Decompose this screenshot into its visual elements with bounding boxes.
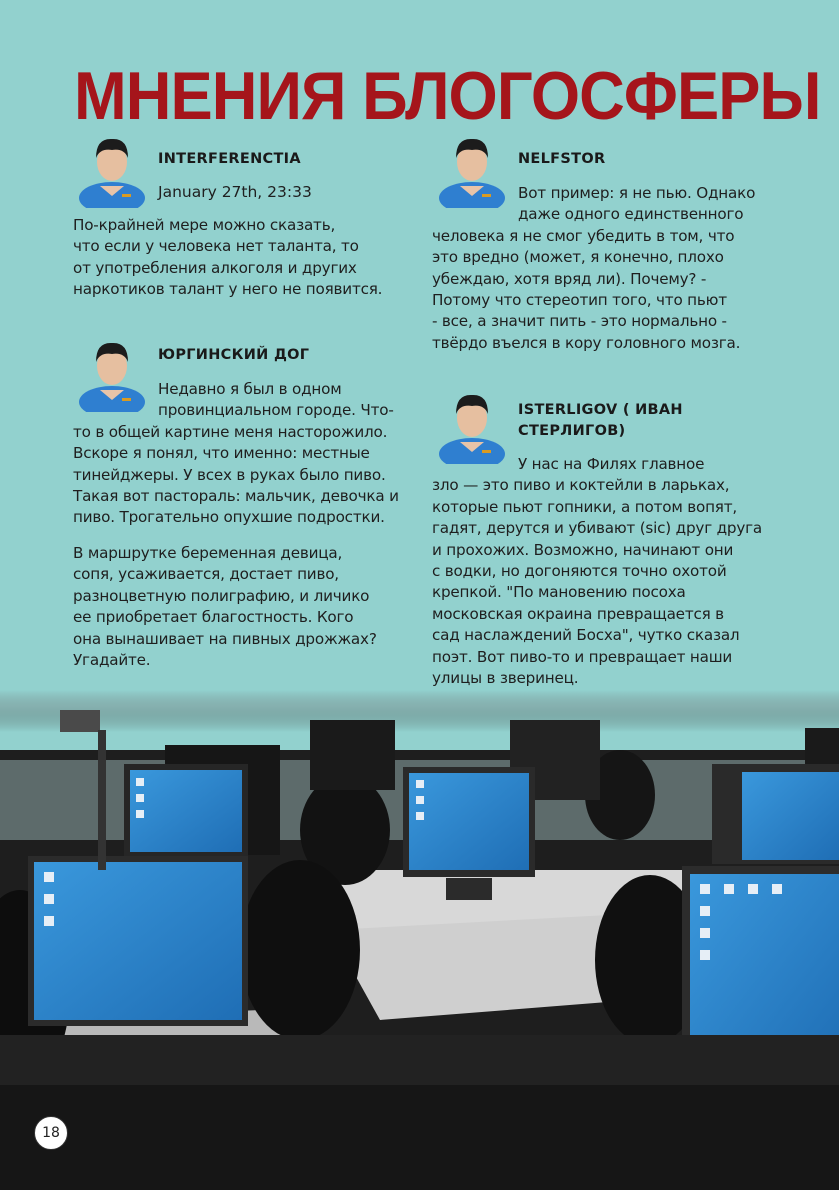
text-line: это вредно (может, я конечно, плохо: [432, 248, 724, 267]
text-line: с водки, но догоняются точно охотой: [432, 562, 727, 581]
text-line: зло — это пиво и коктейли в ларьках,: [432, 476, 730, 495]
text-line: пиво. Трогательно опухшие подростки.: [73, 508, 385, 527]
text-line: то в общей картине меня насторожило.: [73, 422, 388, 441]
user-avatar-icon: [438, 136, 506, 208]
text-line: даже одного единственного: [518, 205, 744, 224]
text-line: Потому что стереотип того, что пьют: [432, 291, 727, 310]
post-author: INTERFERENCTIA: [158, 151, 301, 167]
post-author: ЮРГИНСКИЙ ДОГ: [158, 347, 310, 363]
text-line: разноцветную полиграфию, и личико: [73, 586, 370, 605]
author-line: СТЕРЛИГОВ): [518, 423, 626, 439]
user-avatar-icon: [78, 340, 146, 412]
text-line: гадят, дерутся и убивают (sic) друг друга: [432, 519, 763, 538]
text-line: сад наслаждений Босха", чутко сказал: [432, 626, 740, 645]
text-line: крепкой. "По мановению посоха: [432, 583, 686, 602]
text-line: - все, а значит пить - это нормально -: [432, 312, 727, 331]
text-line: московская окраина превращается в: [432, 604, 724, 623]
user-avatar-icon: [78, 136, 146, 208]
text-line: улицы в зверинец.: [432, 669, 579, 688]
text-line: Такая вот пастораль: мальчик, девочка и: [73, 487, 399, 506]
text-line: твёрдо въелся в кору головного мозга.: [432, 333, 741, 352]
user-avatar-icon: [438, 392, 506, 464]
text-line: тинейджеры. У всех в руках было пиво.: [73, 465, 386, 484]
post-text: [432, 454, 763, 689]
text-line: Вот пример: я не пью. Однако: [518, 184, 756, 202]
text-line: которые пьют гопники, а потом вопят,: [432, 497, 738, 516]
text-line: что если у человека нет таланта, то: [73, 237, 359, 256]
post-text: [73, 543, 377, 671]
text-line: Вскоре я понял, что именно: местные: [73, 444, 370, 463]
text-line: ее приобретает благостность. Кого: [73, 608, 354, 627]
post-text: [73, 379, 399, 529]
post-author: [518, 400, 683, 442]
author-line: ISTERLIGOV ( ИВАН: [518, 402, 683, 418]
text-line: убеждаю, хотя вряд ли). Почему? -: [432, 269, 707, 288]
page-number: 18: [34, 1116, 68, 1150]
post-text: [73, 215, 382, 301]
text-line: человека я не смог убедить в том, что: [432, 226, 735, 245]
computer-lab-photo: [0, 690, 839, 1190]
post-text: [432, 183, 756, 354]
text-line: У нас на Филях главное: [518, 455, 705, 473]
text-line: и прохожих. Возможно, начинают они: [432, 540, 734, 559]
text-line: Угадайте.: [73, 651, 151, 670]
text-line: сопя, усаживается, достает пиво,: [73, 565, 339, 584]
post-author: NELFSTOR: [518, 151, 606, 167]
text-line: По-крайней мере можно сказать,: [73, 216, 336, 234]
text-line: В маршрутке беременная девица,: [73, 544, 343, 562]
page-title: МНЕНИЯ БЛОГОСФЕРЫ: [74, 58, 821, 134]
text-line: поэт. Вот пиво-то и превращает наши: [432, 647, 733, 666]
text-line: провинциальном городе. Что-: [158, 401, 394, 420]
text-line: наркотиков талант у него не появится.: [73, 280, 383, 299]
text-line: Недавно я был в одном: [158, 380, 342, 398]
text-line: она вынашивает на пивных дрожжах?: [73, 629, 377, 648]
post-date: January 27th, 23:33: [158, 183, 312, 201]
text-line: от употребления алкоголя и других: [73, 258, 357, 277]
